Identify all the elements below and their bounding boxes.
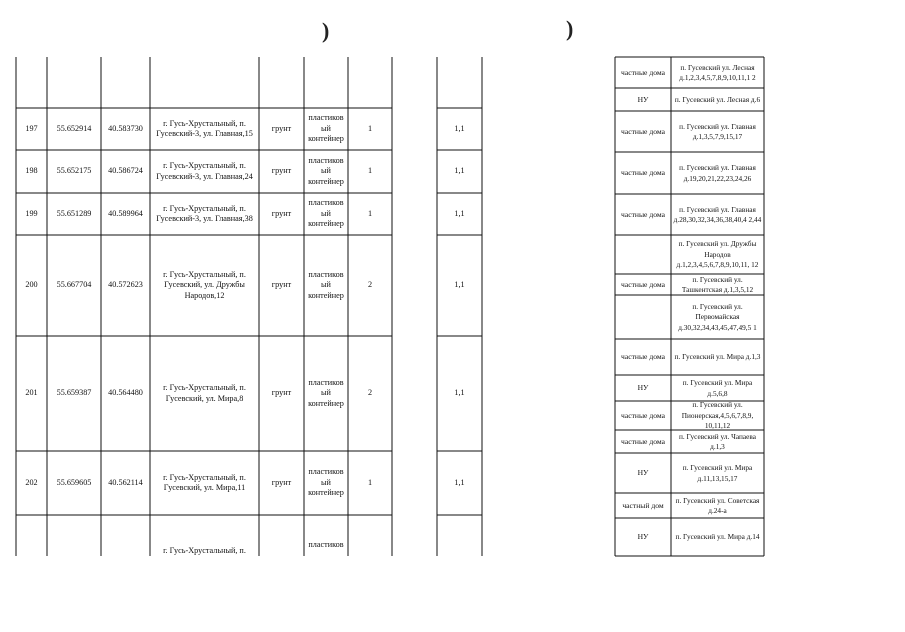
building-type: частные дома bbox=[621, 209, 665, 219]
address: г. Гусь-Хрустальный, п. Гусевский, ул. Мира,8 bbox=[163, 383, 246, 403]
longitude: 40.583730 bbox=[108, 123, 143, 133]
served-address: п. Гусевский ул. Дружбы Народов д.1,2,3,4,5,6,7,8,9,10,11, 12 bbox=[676, 239, 759, 270]
served-address: п. Гусевский ул. Ташкентская д.1,3,5,12 bbox=[681, 275, 754, 294]
building-type bbox=[615, 236, 671, 274]
partial-container-type: пластиков bbox=[308, 540, 344, 549]
longitude: 40.564480 bbox=[108, 388, 143, 398]
building-type: частные дома bbox=[621, 126, 665, 136]
building-type: частные дома bbox=[621, 67, 665, 77]
container-type: пластиков ый контейнер bbox=[308, 198, 344, 229]
binder-hole-mark-left: ) bbox=[322, 18, 330, 43]
building-type: НУ bbox=[637, 383, 649, 393]
container-volume: 1,1 bbox=[454, 280, 465, 290]
container-volume: 1,1 bbox=[454, 166, 465, 176]
served-address: п. Гусевский ул. Лесная д.6 bbox=[674, 94, 761, 104]
container-count: 1 bbox=[367, 477, 373, 487]
container-count: 2 bbox=[367, 388, 373, 398]
address: г. Гусь-Хрустальный, п. Гусевский, ул. Дружбы Народов,12 bbox=[163, 269, 246, 300]
latitude: 55.659605 bbox=[56, 477, 92, 487]
served-address: п. Гусевский ул. Мира д.5,6,8 bbox=[682, 378, 753, 398]
latitude: 55.652175 bbox=[56, 166, 92, 176]
served-address: п. Гусевский ул. Чапаева д.1,3 bbox=[678, 431, 756, 451]
building-type: частный дом bbox=[622, 500, 664, 510]
served-address: п. Гусевский ул. Главная д.28,30,32,34,36,38,40,4 2,44 bbox=[673, 204, 762, 224]
served-address: п. Гусевский ул. Главная д.1,3,5,7,9,15,17 bbox=[679, 121, 756, 141]
container-type: пластиков ый контейнер bbox=[308, 113, 344, 144]
latitude: 55.659387 bbox=[56, 388, 92, 398]
served-address: п. Гусевский ул. Пионерская,4,5,6,7,8,9, 10,11,12 bbox=[681, 402, 754, 430]
container-count: 1 bbox=[367, 123, 373, 133]
building-type: частные дома bbox=[621, 436, 665, 446]
address: г. Гусь-Хрустальный, п. Гусевский-3, ул. Главная,38 bbox=[156, 203, 253, 223]
served-address: п. Гусевский ул. Мира д.1,3 bbox=[674, 352, 761, 362]
surface-type: грунт bbox=[271, 123, 292, 133]
container-volume: 1,1 bbox=[454, 208, 465, 218]
served-address: п. Гусевский ул. Первомайская д.30,32,34,43,45,47,49,5 1 bbox=[678, 301, 757, 332]
row-number: 202 bbox=[25, 477, 38, 487]
longitude: 40.572623 bbox=[108, 280, 143, 290]
row-number: 200 bbox=[25, 280, 38, 290]
building-type: НУ bbox=[637, 468, 649, 478]
building-type: частные дома bbox=[621, 410, 665, 420]
container-type: пластиков ый контейнер bbox=[308, 377, 344, 408]
address: г. Гусь-Хрустальный, п. Гусевский-3, ул. Главная,24 bbox=[156, 161, 253, 181]
surface-type: грунт bbox=[271, 166, 292, 176]
container-count: 1 bbox=[367, 208, 373, 218]
served-address: п. Гусевский ул. Лесная д.1,2,3,4,5,7,8,9,10,11,1 2 bbox=[679, 62, 756, 82]
latitude: 55.667704 bbox=[56, 280, 92, 290]
container-volume: 1,1 bbox=[454, 388, 465, 398]
container-type: пластиков ый контейнер bbox=[308, 269, 344, 300]
container-count: 2 bbox=[367, 280, 373, 290]
row-number: 199 bbox=[25, 208, 38, 218]
building-type: частные дома bbox=[621, 352, 665, 362]
building-type: НУ bbox=[637, 94, 649, 104]
row-number: 201 bbox=[25, 388, 38, 398]
building-type: частные дома bbox=[621, 168, 665, 178]
longitude: 40.586724 bbox=[108, 166, 143, 176]
surface-type: грунт bbox=[271, 477, 292, 487]
served-address: п. Гусевский ул. Главная д.19,20,21,22,23,24,26 bbox=[679, 163, 756, 183]
latitude: 55.651289 bbox=[56, 208, 92, 218]
longitude: 40.562114 bbox=[108, 477, 143, 487]
container-type: пластиков ый контейнер bbox=[308, 467, 344, 498]
served-address: п. Гусевский ул. Мира д.11,13,15,17 bbox=[682, 463, 753, 483]
served-address: п. Гусевский ул. Мира д.14 bbox=[675, 532, 760, 542]
latitude: 55.652914 bbox=[56, 123, 92, 133]
surface-type: грунт bbox=[271, 208, 292, 218]
longitude: 40.589964 bbox=[108, 208, 143, 218]
binder-hole-mark-right: ) bbox=[566, 16, 574, 41]
address: г. Гусь-Хрустальный, п. Гусевский-3, ул. Главная,15 bbox=[156, 118, 253, 138]
container-volume: 1,1 bbox=[454, 477, 465, 487]
served-address: п. Гусевский ул. Советская д.24-а bbox=[675, 495, 760, 515]
container-type: пластиков ый контейнер bbox=[308, 155, 344, 186]
partial-address: г. Гусь-Хрустальный, п. bbox=[163, 546, 246, 555]
container-count: 1 bbox=[367, 166, 373, 176]
building-type: НУ bbox=[637, 532, 649, 542]
surface-type: грунт bbox=[271, 280, 292, 290]
row-number: 197 bbox=[25, 123, 38, 133]
row-number: 198 bbox=[25, 166, 38, 176]
address: г. Гусь-Хрустальный, п. Гусевский, ул. Мира,11 bbox=[163, 472, 246, 492]
surface-type: грунт bbox=[271, 388, 292, 398]
container-volume: 1,1 bbox=[454, 123, 465, 133]
building-type: частные дома bbox=[621, 279, 665, 289]
building-type bbox=[615, 296, 671, 339]
